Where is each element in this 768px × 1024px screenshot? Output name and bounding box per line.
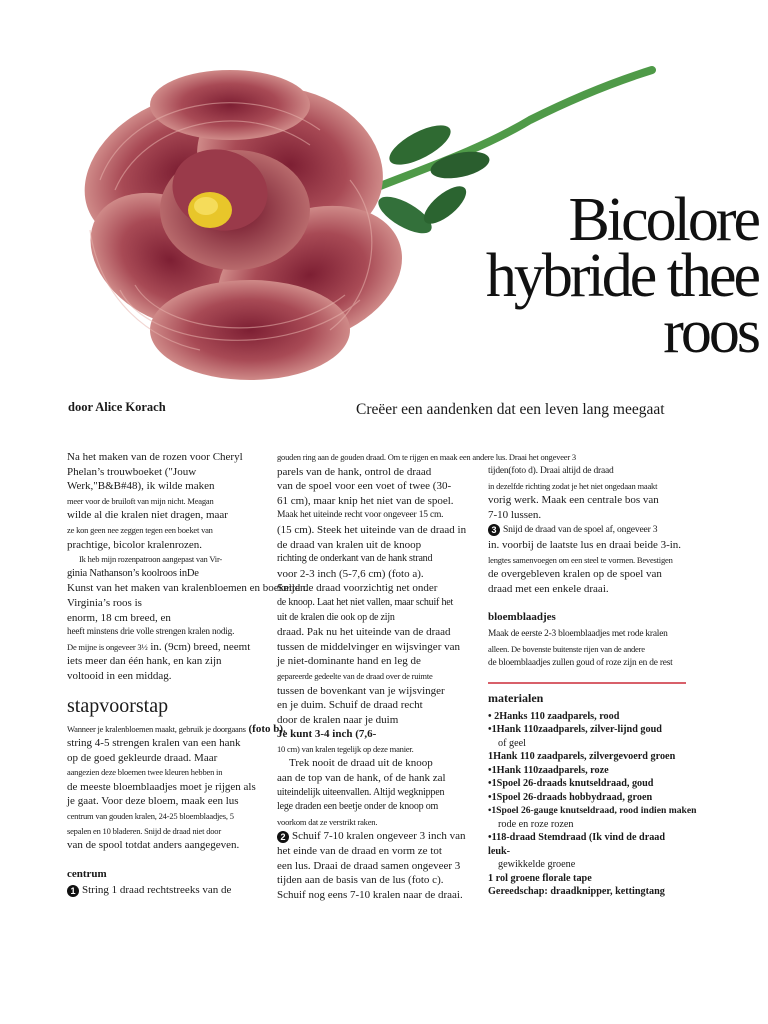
materials-item: •1Spoel 26-draads hobbydraad, groen xyxy=(488,791,653,803)
section-heading-centrum: centrum xyxy=(67,867,107,880)
article-title xyxy=(398,186,758,366)
c2-line: het einde van de draad en vorm ze tot xyxy=(277,845,442,858)
c2-line: door de kralen naar je duim xyxy=(277,713,399,726)
c1-line: Virginia’s roos is xyxy=(67,596,142,609)
c1-line: de meeste bloemblaadjes moet je rijgen als xyxy=(67,780,256,793)
c2-line-small: gepareerde gedeelte van de draad over de ruimte xyxy=(277,670,433,681)
materials-item: 1Hank 110 zaadparels, zilvergevoerd groen xyxy=(488,751,676,762)
materials-item: 1 rol groene florale tape xyxy=(488,872,592,884)
c2-span-bold: Je kunt 3-4 inch (7,6- xyxy=(277,728,377,741)
c2-line: tussen de middelvinger en wijsvinger van xyxy=(277,640,460,653)
author-byline: door Alice Korach xyxy=(68,400,166,414)
c1-span: in. (9cm) breed, neemt xyxy=(150,640,251,653)
materials-item: • 2Hanks 110 zaadparels, rood xyxy=(488,710,620,722)
c3-span: Snijd de draad van de spoel af, ongeveer 3 xyxy=(503,524,658,536)
c2-line: 61 cm), maar knip het niet van de spoel. xyxy=(277,494,454,507)
c3-step3 xyxy=(488,522,698,538)
c2-line: (15 cm). Steek het uiteinde van de draad in xyxy=(277,523,467,536)
title-line-2: hybride thee xyxy=(485,242,758,310)
section-heading-stapvoorstap: stapvoorstap xyxy=(67,694,169,717)
c2-line: lege draden een beetje onder de knoop om xyxy=(277,801,439,813)
materials-item: •1Spoel 26-gauge knutseldraad, rood indien maken xyxy=(488,805,697,816)
c1-line: wilde al die kralen niet dragen, maar xyxy=(67,509,228,522)
title-line-1: Bicolore xyxy=(568,186,758,254)
c2-line: aan de top van de hank, of de hank zal xyxy=(277,772,446,785)
c3-line-small: tijden(foto d). Draai altijd de draad xyxy=(488,466,614,476)
materials-item: •1Hank 110zaadparels, roze xyxy=(488,764,609,776)
c3-line-small: alleen. De bovenste buitenste rijen van de andere xyxy=(488,643,645,654)
c2-line-bold xyxy=(277,727,483,742)
c2-line: draad. Pak nu het uiteinde van de draad xyxy=(277,626,451,639)
title-line-3: roos xyxy=(663,298,758,366)
c1-line-small: centrum van gouden kralen, 24-25 bloemblaadjes, 5 xyxy=(67,811,234,822)
c2-line: Trek nooit de draad uit de knoop xyxy=(289,757,433,770)
c3-line-small: lengtes samenvoegen om een steel te vormen. Bevestigen xyxy=(488,554,673,565)
c2-line: uiteindelijk uiteenvallen. Altijd wegknippen xyxy=(277,786,445,798)
materials-item: •1Hank 110zaadparels, zilver-lijnd goud xyxy=(488,724,662,735)
c1-line-small: aangezien deze bloemen twee kleuren hebben in xyxy=(67,767,223,778)
c1-line: Ik heb mijn rozenpatroon aangepast van Vir- xyxy=(79,554,223,565)
c2-line: uit de kralen die ook op de zijn xyxy=(277,611,395,623)
materials-item: rode en roze rozen xyxy=(498,818,574,830)
c1-line: Kunst van het maken van kralenbloemen en boeketten. xyxy=(67,582,309,595)
c1-span-small: Wanneer je kralenbloemen maakt, gebruik je doorgaans xyxy=(67,723,246,734)
c2-line: van de spoel voor een voet of twee (30- xyxy=(277,480,452,493)
c1-line: prachtige, bicolor kralenrozen. xyxy=(67,538,202,551)
c2-step2 xyxy=(277,829,483,844)
c1-line: string 4-5 strengen kralen van een hank xyxy=(67,737,241,750)
c3-line: draad met een enkele draai. xyxy=(488,582,609,595)
c1-line: heeft minstens drie volle strengen kralen nodig. xyxy=(67,627,235,638)
c1-line: iets meer dan één hank, en kan zijn xyxy=(67,655,222,668)
c2-line: en je duim. Schuif de draad recht xyxy=(277,699,423,712)
column-1 xyxy=(67,450,309,898)
c2-line: je niet-dominante hand en leg de xyxy=(277,655,421,668)
c2-line: voor 2-3 inch (5-7,6 cm) (foto a). xyxy=(277,567,424,580)
c2-line: een lus. Draai de draad samen ongeveer 3 xyxy=(277,859,461,872)
c2-line: Schuif nog eens 7-10 kralen naar de draai. xyxy=(277,888,463,901)
c2-line-small: richting de onderkant van de hank strand xyxy=(277,553,433,565)
c1-line: Phelan’s trouwboeket ("Jouw xyxy=(67,465,197,478)
c1-span-bold: (foto b). xyxy=(248,722,286,735)
materials-item: gewikkelde groene xyxy=(498,859,576,870)
section-heading-bloemblaadjes: bloemblaadjes xyxy=(488,611,556,624)
c1-line: je gaat. Voor deze bloem, maak een lus xyxy=(67,795,239,808)
c1-line: Na het maken van de rozen voor Cheryl xyxy=(67,451,243,463)
c2-line: tijden aan de basis van de lus (foto c). xyxy=(277,874,444,887)
c1-line: voltooid in een middag. xyxy=(67,669,172,682)
c1-line-small: meer voor de bruiloft van mijn nicht. Meagan xyxy=(67,495,214,506)
article-subtitle: Creëer een aandenken dat een leven lang meegaat xyxy=(356,401,665,418)
c3-line: 7-10 lussen. xyxy=(488,508,542,521)
c2-line: parels van de hank, ontrol de draad xyxy=(277,465,432,478)
c2-line-small: 10 cm) van kralen tegelijk op deze manier. xyxy=(277,743,414,754)
c3-line-small: in dezelfde richting zodat je het niet ongedaan maakt xyxy=(488,480,658,491)
c1-line: enorm, 18 cm breed, en xyxy=(67,611,171,624)
c1-line-small: ze kon geen nee zeggen tegen een boeket van xyxy=(67,524,213,535)
step-number-1: 1 xyxy=(67,885,79,897)
petal-outer-6 xyxy=(150,70,310,140)
rose-stem xyxy=(370,70,652,190)
c3-line-small: de bloemblaadjes zullen goud of roze zijn en de rest xyxy=(488,658,673,669)
c1-line-mixed xyxy=(67,640,277,655)
stamen-highlight xyxy=(194,197,218,215)
c2-line: Snijd de draad voorzichtig net onder xyxy=(277,582,438,595)
c1-line: van de spool totdat anders aangegeven. xyxy=(67,839,240,852)
c2-line: de draad van kralen uit de knoop xyxy=(277,538,422,551)
c3-line: vorig werk. Maak een centrale bos van xyxy=(488,494,659,507)
materials-item: •1Spoel 26-draads knutseldraad, goud xyxy=(488,778,654,789)
column-3 xyxy=(488,464,698,671)
materials-heading: materialen xyxy=(488,691,544,705)
c2-line-small: gouden ring aan de gouden draad. Om te rijgen en maak een andere lus. Draai het ongeveer 3 xyxy=(277,452,576,462)
c1-span-small: De mijne is ongeveer 3½ xyxy=(67,641,148,652)
c2-line-small: Maak het uiteinde recht voor ongeveer 15 cm. xyxy=(277,510,444,521)
materials-item: of geel xyxy=(498,737,527,749)
c3-line: de overgebleven kralen op de spoel van xyxy=(488,568,662,581)
step-number-2: 2 xyxy=(277,831,289,843)
c1-span: String 1 draad rechtstreeks van de xyxy=(82,884,232,897)
c1-line-small: sepalen en 10 bladeren. Snijd de draad niet door xyxy=(67,825,221,836)
c1-line-mixed xyxy=(67,722,286,737)
c3-line: in. voorbij de laatste lus en draai beide 3-in. xyxy=(488,538,682,551)
step-number-3: 3 xyxy=(488,524,500,536)
c1-line: Werk,"B&B#48), ik wilde maken xyxy=(67,480,215,493)
c2-line: de knoop. Laat het niet vallen, maar schuif het xyxy=(277,596,454,608)
c1-line: op de goed gekleurde draad. Maar xyxy=(67,751,218,764)
materials-item: •118-draad Stemdraad (Ik vind de draad leuk- xyxy=(488,832,666,857)
c1-step1 xyxy=(67,883,277,898)
c2-line: tussen de bovenkant van je wijsvinger xyxy=(277,684,445,697)
c1-line: ginia Nathanson’s koolroos inDe xyxy=(67,567,199,579)
materials-item: Gereedschap: draadknipper, kettingtang xyxy=(488,886,665,897)
c2-span: Schuif 7-10 kralen ongeveer 3 inch van xyxy=(292,830,466,843)
c2-line-small: voorkom dat ze verstrikt raken. xyxy=(277,816,378,827)
materials-box xyxy=(488,682,697,899)
c3-line-small: Maak de eerste 2-3 bloemblaadjes met rode kralen xyxy=(488,628,668,639)
petal-outer-5 xyxy=(150,280,350,380)
